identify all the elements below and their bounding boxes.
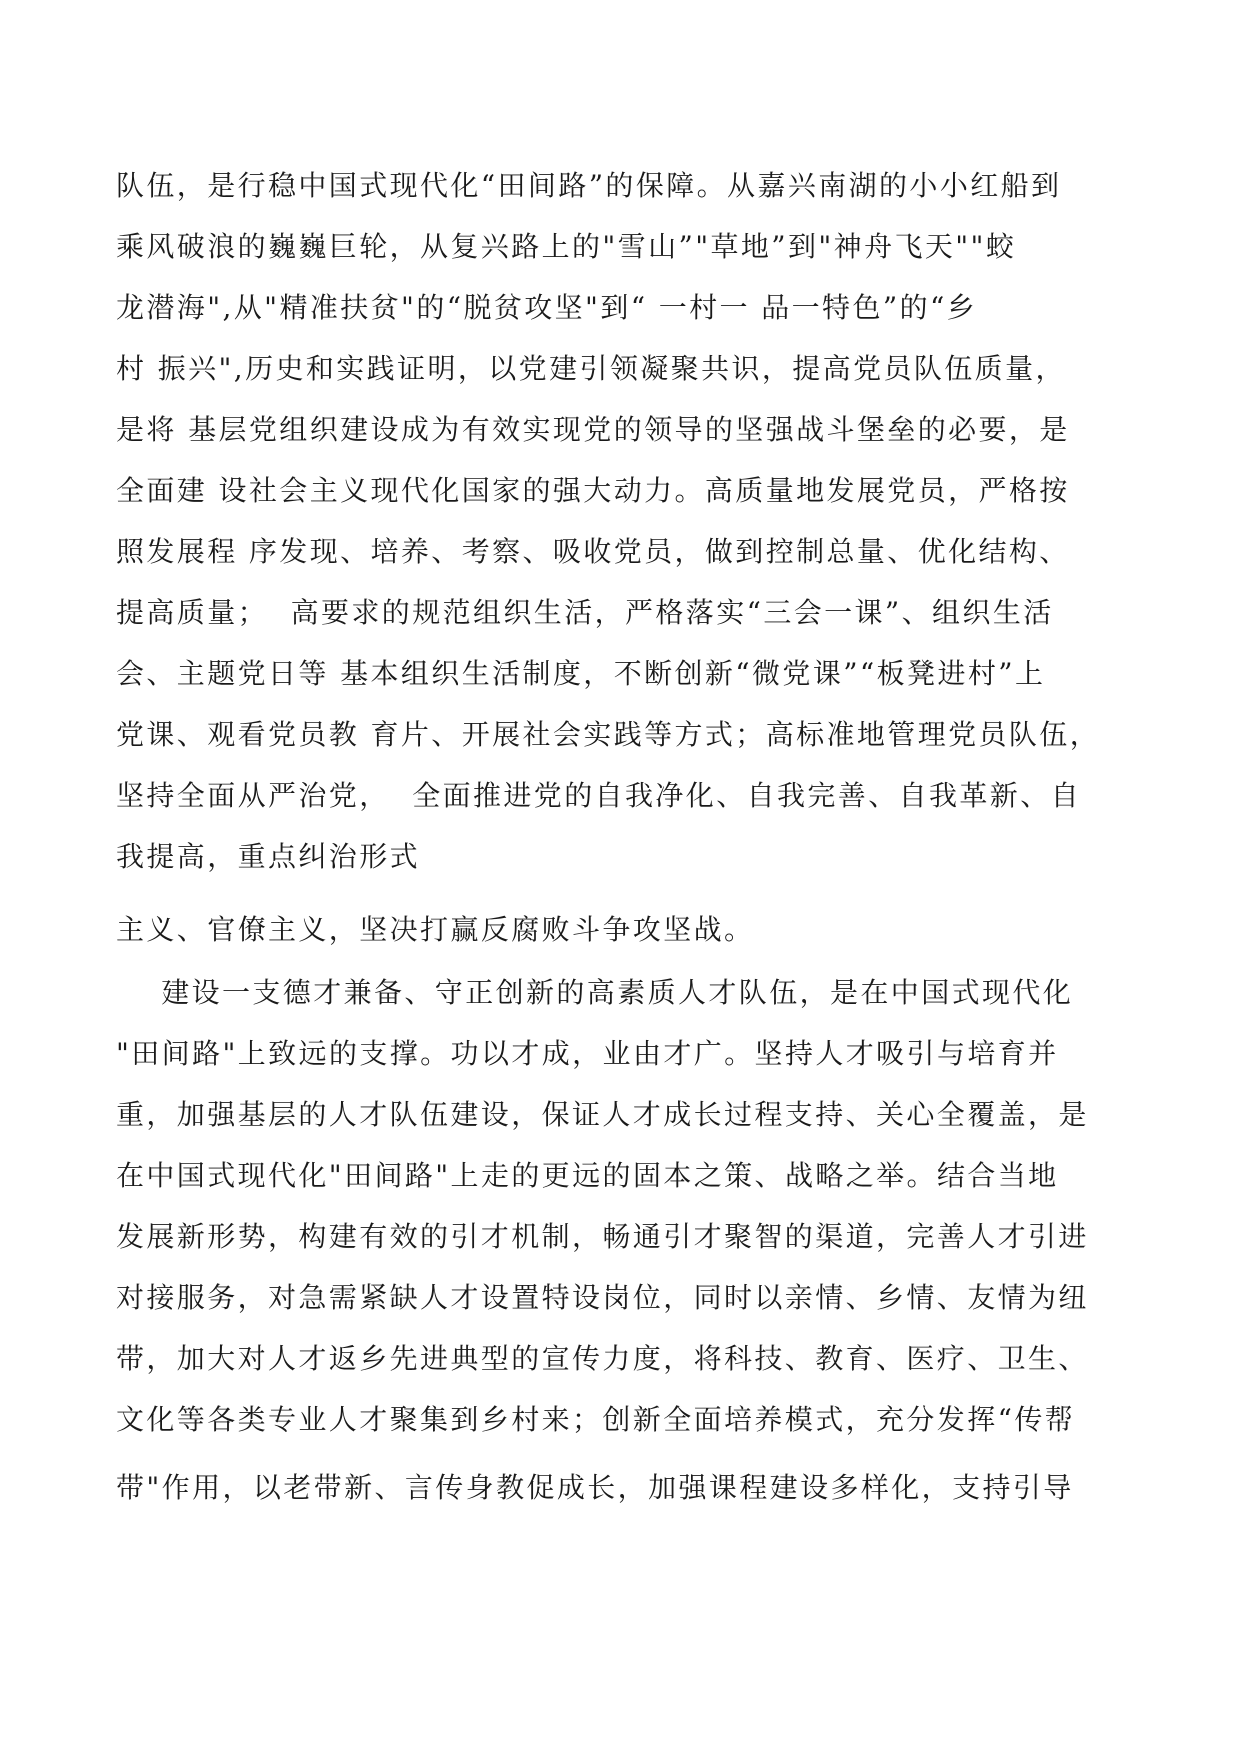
paragraph-first-line: 建设一支德才兼备、守正创新的高素质人才队伍，是在中国式现代化 [116, 976, 1074, 1009]
text-line: 乘风破浪的巍巍巨轮，从复兴路上的"雪山”"草地”到"神舟飞天""蛟 [116, 230, 1017, 263]
text-line: 坚持全面从严治党， 全面推进党的自我净化、自我完善、自我革新、自 [116, 779, 1082, 812]
text-line: 带"作用，以老带新、言传身教促成长，加强课程建设多样化，支持引导 [116, 1471, 1074, 1504]
text-line: 对接服务，对急需紧缺人才设置特设岗位，同时以亲情、乡情、友情为纽 [116, 1281, 1089, 1314]
text-line: 文化等各类专业人才聚集到乡村来；创新全面培养模式，充分发挥“传帮 [116, 1403, 1076, 1436]
text-line: 提高质量； 高要求的规范组织生活，严格落实“三会一课”、组织生活 [116, 596, 1054, 629]
text-line: 队伍，是行稳中国式现代化“田间路”的保障。从嘉兴南湖的小小红船到 [116, 169, 1062, 202]
text-line: 重，加强基层的人才队伍建设，保证人才成长过程支持、关心全覆盖，是 [116, 1098, 1089, 1131]
text-line: "田间路"上致远的支撑。功以才成，业由才广。坚持人才吸引与培育并 [116, 1037, 1059, 1070]
text-line: 会、主题党日等 基本组织生活制度，不断创新“微党课”“板凳进村”上 [116, 657, 1046, 690]
text-line: 党课、观看党员教 育片、开展社会实践等方式；高标准地管理党员队伍， [116, 718, 1101, 751]
text-line: 主义、官僚主义，坚决打赢反腐败斗争攻坚战。 [116, 913, 755, 946]
text-line: 发展新形势，构建有效的引才机制，畅通引才聚智的渠道，完善人才引进 [116, 1220, 1089, 1253]
text-line: 在中国式现代化"田间路"上走的更远的固本之策、战略之举。结合当地 [116, 1159, 1059, 1192]
text-line: 村 振兴",历史和实践证明，以党建引领凝聚共识，提高党员队伍质量， [116, 352, 1066, 385]
text-line: 全面建 设社会主义现代化国家的强大动力。高质量地发展党员，严格按 [116, 474, 1070, 507]
text-line: 是将 基层党组织建设成为有效实现党的领导的坚强战斗堡垒的必要，是 [116, 413, 1070, 446]
text-line: 照发展程 序发现、培养、考察、吸收党员，做到控制总量、优化结构、 [116, 535, 1070, 568]
text-line: 龙潜海",从"精准扶贫"的“脱贫攻坚"到“ 一村一 品一特色”的“乡 [116, 291, 978, 324]
text-line: 我提高，重点纠治形式 [116, 840, 421, 873]
text-line: 带，加大对人才返乡先进典型的宣传力度，将科技、教育、医疗、卫生、 [116, 1342, 1089, 1375]
